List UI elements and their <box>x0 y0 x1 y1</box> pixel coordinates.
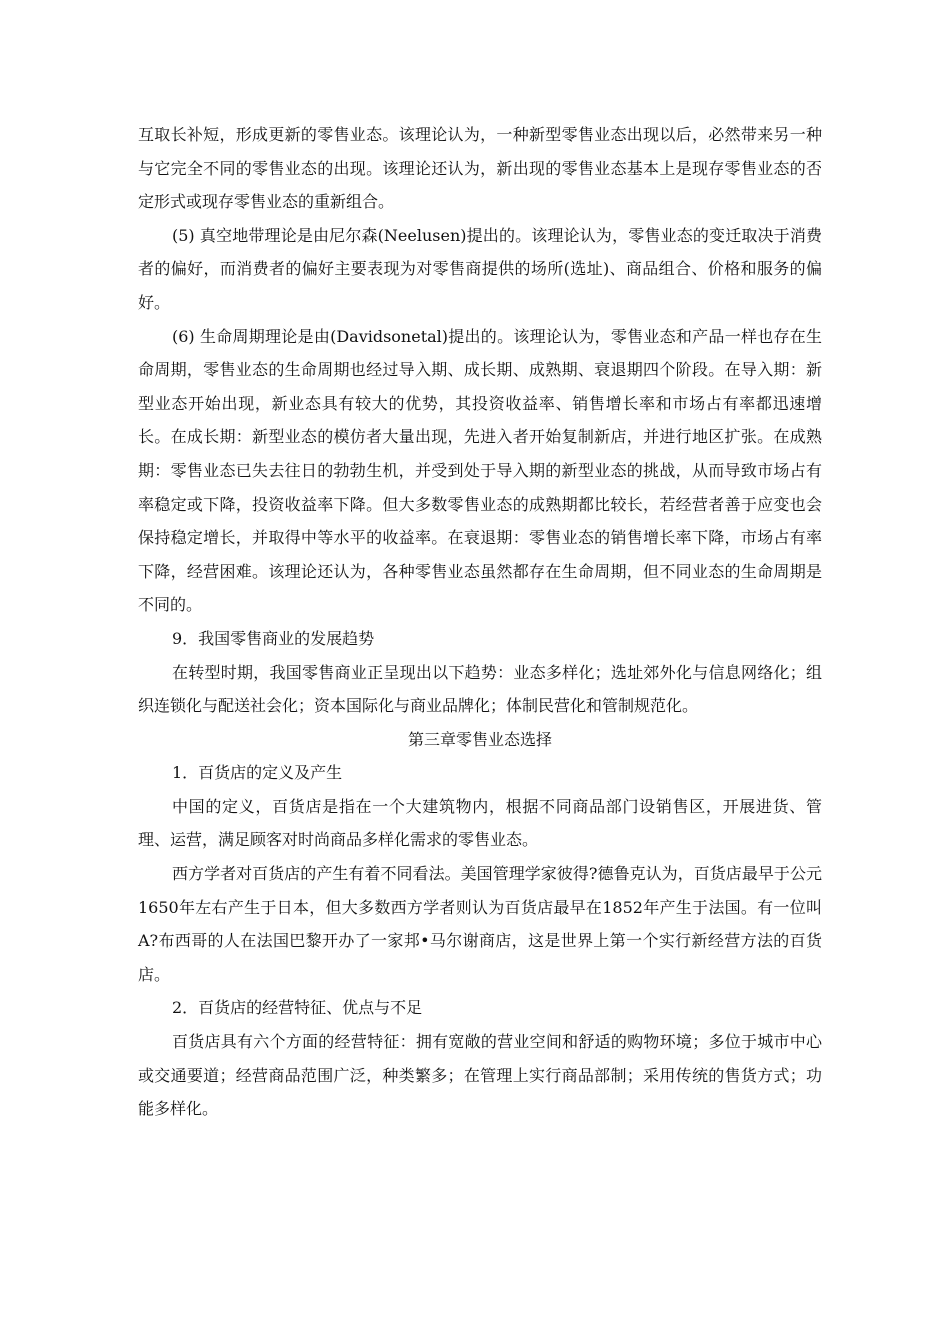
paragraph-features: 百货店具有六个方面的经营特征：拥有宽敞的营业空间和舒适的购物环境；多位于城市中心或交通要道；经营商品范围广泛，种类繁多；在管理上实行商品部制；采用传统的售货方式；功能多样化。 <box>138 1032 822 1119</box>
section-heading-trends: 9．我国零售商业的发展趋势 <box>172 628 375 648</box>
section-heading-features: 2．百货店的经营特征、优点与不足 <box>172 998 423 1018</box>
paragraph-china-definition: 中国的定义，百货店是指在一个大建筑物内，根据不同商品部门设销售区，开展进货、管理、运营，满足顾客对时尚商品多样化需求的零售业态。 <box>138 796 822 850</box>
document-page <box>138 118 822 1126</box>
paragraph-western-views: 西方学者对百货店的产生有着不同看法。美国管理学家彼得?德鲁克认为，百货店最早于公元1650年左右产生于日本，但大多数西方学者则认为百货店最早在1852年产生于法国。有一位叫A?布西哥的人在法国巴黎开办了一家邦•马尔谢商店，这是世界上第一个实行新经营方法的百货店。 <box>138 864 822 984</box>
paragraph-life-cycle-theory: (6) 生命周期理论是由(Davidsonetal)提出的。该理论认为，零售业态和产品一样也存在生命周期，零售业态的生命周期也经过导入期、成长期、成熟期、衰退期四个阶段。在导入期：新型业态开始出现，新业态具有较大的优势，其投资收益率、销售增长率和市场占有率都迅速增长。在成长期：新型业态的模仿者大量出现，先进入者开始复制新店，并进行地区扩张。在成熟期：零售业态已失去往日的勃勃生机，并受到处于导入期的新型业态的挑战，从而导致市场占有率稳定或下降，投资收益率下降。但大多数零售业态的成熟期都比较长，若经营者善于应变也会保持稳定增长，并取得中等水平的收益率。在衰退期：零售业态的销售增长率下降，市场占有率下降，经营困难。该理论还认为，各种零售业态虽然都存在生命周期，但不同业态的生命周期是不同的。 <box>138 326 822 615</box>
chapter-title: 第三章零售业态选择 <box>407 729 552 749</box>
paragraph-trends: 在转型时期，我国零售商业正呈现出以下趋势：业态多样化；选址郊外化与信息网络化；组织连锁化与配送社会化；资本国际化与商业品牌化；体制民营化和管制规范化。 <box>138 662 822 716</box>
paragraph-vacuum-theory: (5) 真空地带理论是由尼尔森(Neelusen)提出的。该理论认为，零售业态的变迁取决于消费者的偏好，而消费者的偏好主要表现为对零售商提供的场所(选址)、商品组合、价格和服务的偏好。 <box>138 225 822 312</box>
paragraph-continuation: 互取长补短，形成更新的零售业态。该理论认为，一种新型零售业态出现以后，必然带来另一种与它完全不同的零售业态的出现。该理论还认为，新出现的零售业态基本上是现存零售业态的否定形式或现存零售业态的重新组合。 <box>138 125 822 212</box>
section-heading-department-store-definition: 1．百货店的定义及产生 <box>172 763 343 783</box>
